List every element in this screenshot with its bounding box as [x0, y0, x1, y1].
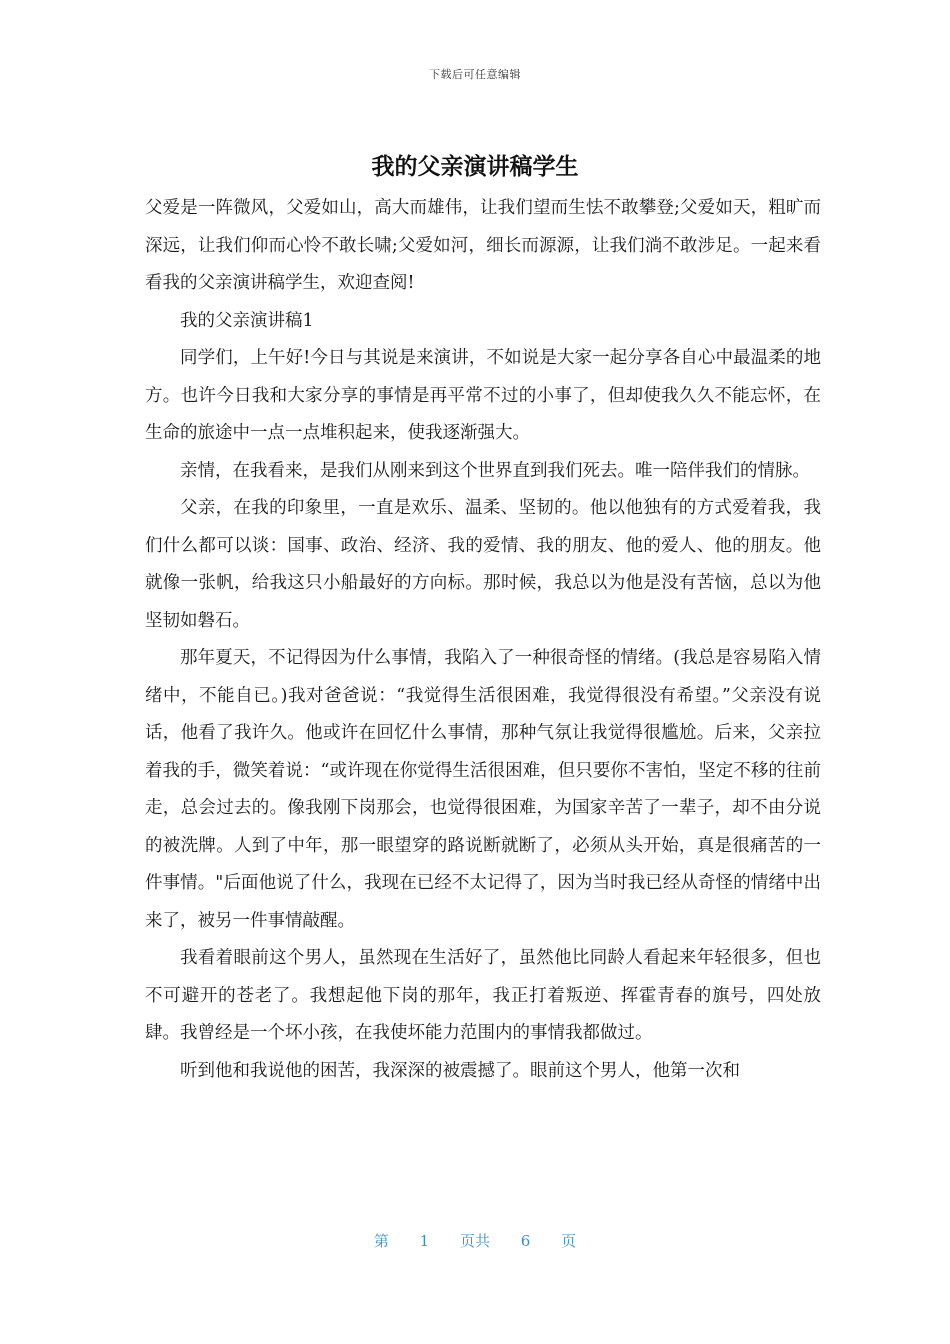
- section-heading: 我的父亲演讲稿1: [180, 310, 314, 331]
- body-paragraph: 我看着眼前这个男人，虽然现在生活好了，虽然他比同龄人看起来年轻很多，但也不可避开的苍老了。我想起他下岗的那年，我正打着叛逆、挥霍青春的旗号，四处放肆。我曾经是一个坏小孩，在我使坏能力范围内的事情我都做过。: [145, 948, 821, 1043]
- document-title: 我的父亲演讲稿学生: [371, 154, 579, 180]
- body-paragraph: 听到他和我说他的困苦，我深深的被震撼了。眼前这个男人，他第一次和: [180, 1060, 740, 1081]
- document-body: [145, 190, 821, 1090]
- current-page-number: 1: [419, 1232, 430, 1250]
- intro-paragraph: 父爱是一阵微风，父爱如山，高大而雄伟，让我们望而生怯不敢攀登;父爱如天，粗旷而深远，让我们仰而心怜不敢长啸;父爱如河，细长而源源，让我们淌不敢涉足。一起来看看我的父亲演讲稿学生，欢迎查阅!: [145, 198, 821, 293]
- page-number-footer: [0, 1230, 950, 1251]
- header-note: 下载后可任意编辑: [429, 68, 521, 81]
- body-paragraph: 亲情，在我看来，是我们从刚来到这个世界直到我们死去。唯一陪伴我们的情脉。: [180, 460, 810, 481]
- body-paragraph: 同学们，上午好!今日与其说是来演讲，不如说是大家一起分享各自心中最温柔的地方。也许今日我和大家分享的事情是再平常不过的小事了，但却使我久久不能忘怀，在生命的旅途中一点一点堆积起来，使我逐渐强大。: [145, 348, 821, 443]
- page-label-middle: 页共: [459, 1232, 490, 1250]
- body-paragraph: 那年夏天，不记得因为什么事情，我陷入了一种很奇怪的情绪。(我总是容易陷入情绪中，不能自已。)我对爸爸说：“我觉得生活很困难，我觉得很没有希望。”父亲没有说话，他看了我许久。他或许在回忆什么事情，那种气氛让我觉得很尴尬。后来，父亲拉着我的手，微笑着说：“或许现在你觉得生活很困难，但只要你不害怕，坚定不移的往前走，总会过去的。像我刚下岗那会，也觉得很困难，为国家辛苦了一辈子，却不由分说的被洗牌。人到了中年，那一眼望穿的路说断就断了，必须从头开始，真是很痛苦的一件事情。"后面他说了什么，我现在已经不太记得了，因为当时我已经从奇怪的情绪中出来了，被另一件事情敲醒。: [145, 648, 821, 931]
- page-label-suffix: 页: [561, 1232, 577, 1250]
- body-paragraph: 父亲，在我的印象里，一直是欢乐、温柔、坚韧的。他以他独有的方式爱着我，我们什么都可以谈：国事、政治、经济、我的爱情、我的朋友、他的爱人、他的朋友。他就像一张帆，给我这只小船最好的方向标。那时候，我总以为他是没有苦恼，总以为他坚韧如磐石。: [145, 498, 821, 631]
- total-pages-number: 6: [520, 1232, 531, 1250]
- page-label-prefix: 第: [373, 1232, 389, 1250]
